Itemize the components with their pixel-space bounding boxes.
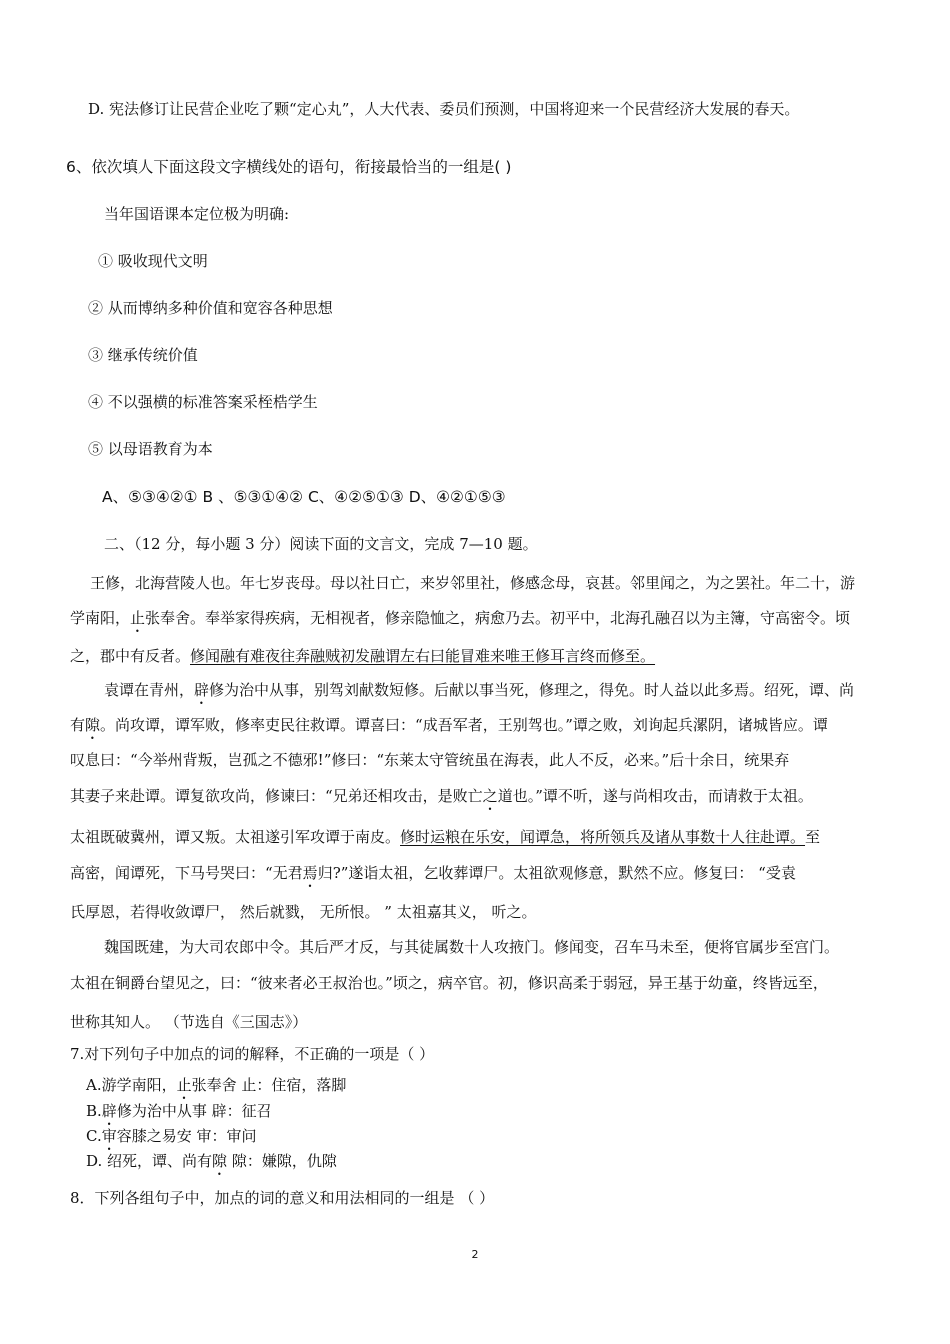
passage-line-8: 太祖既破冀州，谭又叛。太祖遂引军攻谭于南皮。修时运粮在乐安，闻谭急，将所领兵及诸从事数十人往赴谭。至: [70, 828, 821, 846]
q6-item-5: ⑤ 以母语教育为本: [88, 440, 213, 458]
passage-line-13: 世称其知人。 （节选自《三国志》）: [70, 1013, 308, 1031]
dotted-word-xi: 隙: [85, 716, 101, 734]
dotted-word-zhi: 止: [130, 609, 146, 627]
passage-line-5: 有隙。尚攻谭，谭军败，修率吏民往救谭。谭喜曰：“成吾军者，王别驾也。”谭之败，刘询起兵漯阴，诸城皆应。谭: [70, 716, 828, 734]
option-d-text: D. 宪法修订让民营企业吃了颗“定心丸”，人大代表、委员们预测，中国将迎来一个民营经济大发展的春天。: [88, 100, 800, 118]
dotted-word-a: 止: [176, 1076, 192, 1094]
dotted-word-c: 审: [101, 1127, 117, 1145]
passage-line-2: 学南阳，止张奉舍。奉举家得疾病，无相视者，修亲隐恤之，病愈乃去。初平中，北海孔融召以为主簿，守高密令。顷: [70, 609, 851, 627]
page-number: 2: [471, 1248, 479, 1261]
q6-item-2: ② 从而博纳多种价值和宽容各种思想: [88, 299, 333, 317]
underlined-sentence-2: 修时运粮在乐安，闻谭急，将所领兵及诸从事数十人往赴谭。: [400, 828, 806, 846]
q6-item-3: ③ 继承传统价值: [88, 346, 198, 364]
q7-stem: 7.对下列句子中加点的词的解释，不正确的一项是（ ）: [70, 1045, 435, 1063]
passage-line-4: 袁谭在青州，辟修为治中从事，别驾刘献数短修。后献以事当死，修理之，得免。时人益以此多焉。绍死，谭、尚: [104, 681, 855, 699]
dotted-word-zhi2: 之: [482, 787, 498, 805]
q6-item-4: ④ 不以强横的标准答案采桎梏学生: [88, 393, 318, 411]
passage-line-12: 太祖在铜爵台望见之，曰：“彼来者必王叔治也。”顷之，病卒官。初，修识高柔于弱冠，异王基于幼童，终皆远至，: [70, 974, 828, 992]
q7-option-c: C.审容膝之易安 审：审问: [86, 1127, 257, 1145]
q7-option-d: D. 绍死，谭、尚有隙 隙：嫌隙，仇隙: [86, 1152, 337, 1170]
q8-stem: 8．下列各组句子中，加点的词的意义和用法相同的一组是 （ ）: [70, 1189, 495, 1207]
passage-line-7: 其妻子来赴谭。谭复欲攻尚，修谏曰：“兄弟还相攻击，是败亡之道也。”谭不听，遂与尚相攻击，而请救于太祖。: [70, 787, 813, 805]
passage-line-9: 高密，闻谭死，下马号哭曰：“无君焉归?”遂诣太祖，乞收葬谭尸。太祖欲观修意，默然不应。修复曰： “受袁: [70, 864, 796, 882]
q6-stem: 6、依次填人下面这段文字横线处的语句，衔接最恰当的一组是( ): [66, 158, 512, 176]
passage-line-11: 魏国既建，为大司农郎中令。其后严才反，与其徒属数十人攻掖门。修闻变，召车马未至，便将官属步至宫门。: [104, 938, 840, 956]
section-2-title: 二、（12 分，每小题 3 分）阅读下面的文言文，完成 7—10 题。: [104, 535, 538, 553]
passage-line-3: 之，郡中有反者。修闻融有难夜往奔融贼初发融谓左右曰能冒难来唯王修耳言终而修至。: [70, 647, 656, 665]
q7-option-b: B.辟修为治中从事 辟：征召: [86, 1102, 272, 1120]
passage-line-10: 氏厚恩，若得收敛谭尸， 然后就戮， 无所恨。 ” 太祖嘉其义， 听之。: [70, 903, 537, 921]
passage-line-6: 叹息曰：“今举州背叛，岂孤之不德邪!”修曰：“东莱太守管统虽在海表，此人不反，必来。”后十余日，统果弃: [70, 751, 790, 769]
dotted-word-bi: 辟: [194, 681, 210, 699]
q7-option-a: A.游学南阳，止张奉舍 止：住宿，落脚: [86, 1076, 347, 1094]
q6-item-1: ① 吸收现代文明: [98, 252, 208, 270]
dotted-word-d: 隙: [212, 1152, 228, 1170]
underlined-sentence-1: 修闻融有难夜往奔融贼初发融谓左右曰能冒难来唯王修耳言终而修至。: [190, 647, 656, 665]
dotted-word-b: 辟: [101, 1102, 117, 1120]
passage-line-1: 王修，北海营陵人也。年七岁丧母。母以社日亡，来岁邻里社，修感念母，哀甚。邻里闻之，为之罢社。年二十，游: [90, 574, 856, 592]
q6-intro: 当年国语课本定位极为明确:: [104, 205, 290, 223]
dotted-word-yan: 焉: [302, 864, 318, 882]
q6-options: A、⑤③④②① B 、⑤③①④② C、④②⑤①③ D、④②①⑤③: [102, 488, 506, 506]
